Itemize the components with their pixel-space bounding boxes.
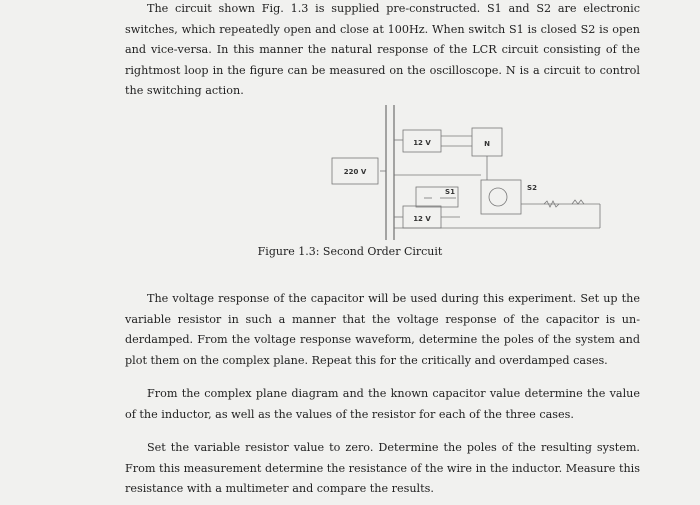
paragraph-resistor-zero	[125, 438, 640, 500]
paragraph-voltage-response-text: The voltage response of the capacitor will be used during this experiment. Set up the variable resistor in such a manner that the voltage response of the capacitor is un-derdamped. From the voltage response waveform, determine the poles of the system and plot them on the complex plane. Repeat this for the critically and overdamped cases.	[125, 292, 640, 367]
source-220-label: 220 V	[343, 168, 367, 176]
paragraph-complex-plane	[125, 384, 640, 425]
switch-s2-label: S2	[527, 184, 537, 192]
supply-top-label: 12 V	[413, 139, 431, 147]
paragraph-complex-plane-text: From the complex plane diagram and the known capacitor value determine the value of the inductor, as well as the values of the resistor for each of the three cases.	[125, 387, 640, 421]
switch-s1-label: S1	[445, 188, 455, 196]
switch-s2-box	[481, 180, 521, 214]
circuit-figure	[300, 100, 610, 242]
paragraph-voltage-response	[125, 289, 640, 371]
paragraph-intro-text: The circuit shown Fig. 1.3 is supplied pre-constructed. S1 and S2 are electronic switches, which repeatedly open and close at 100Hz. When switch S1 is closed S2 is open and vice-versa. In this manner the natural response of the LCR circuit consisting of the rightmost loop in the figure can be measured on the oscilloscope. N is a circuit to control the switching action.	[125, 2, 640, 98]
paragraph-resistor-zero-text: Set the variable resistor value to zero. Determine the poles of the resulting system. From this measurement determine the resistance of the wire in the inductor. Measure this resistance with a multimeter and compare the results.	[125, 441, 640, 496]
supply-bottom-label: 12 V	[413, 215, 431, 223]
control-n-label: N	[484, 140, 490, 148]
figure-caption: Figure 1.3: Second Order Circuit	[257, 245, 443, 258]
inductor-icon	[572, 200, 584, 204]
paragraph-intro	[125, 0, 640, 102]
transistor-s2-icon	[489, 188, 507, 206]
